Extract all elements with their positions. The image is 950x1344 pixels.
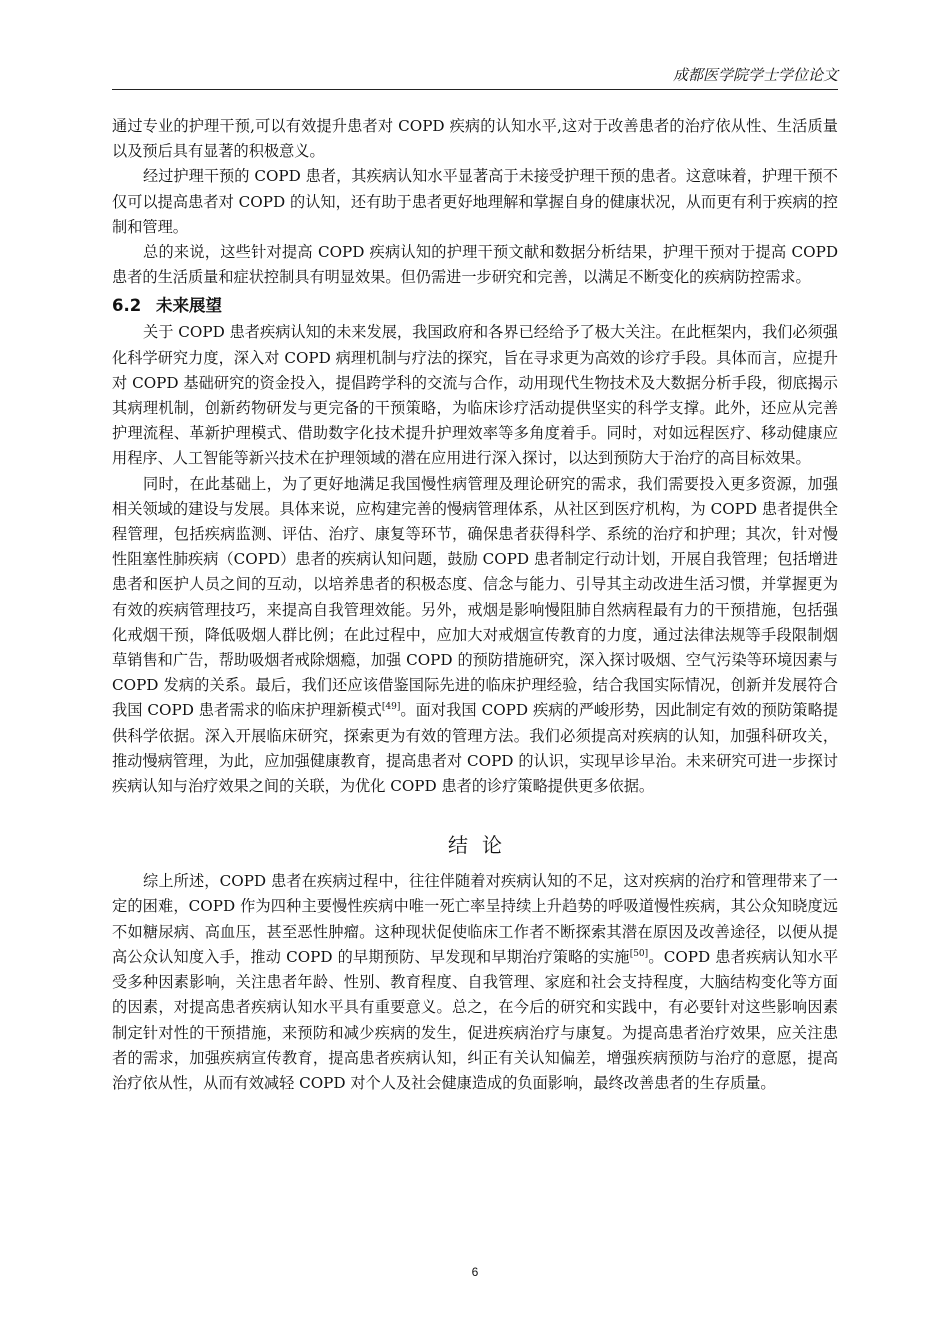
paragraph-1: 通过专业的护理干预,可以有效提升患者对 COPD 疾病的认知水平,这对于改善患者的治疗依从性、生活质量以及预后具有显著的积极意义。 xyxy=(112,117,838,161)
citation-49: [49] xyxy=(381,702,401,713)
page-number: 6 xyxy=(471,1265,479,1279)
paragraph-5: 同时，在此基础上，为了更好地满足我国慢性病管理及理论研究的需求，我们需要投入更多资源，加强相关领域的建设与发展。具体来说，应构建完善的慢病管理体系，从社区到医疗机构，为 COPD 患者提供全程管理，包括疾病监测、评估、治疗、康复等环节，确保患者获得科学、系统的治疗和护理；其次，针对慢性阻塞性肺疾病（COPD）患者的疾病认知问题，鼓励 COPD 患者制定行动计划，开展自我管理；包括增进患者和医护人员之间的互动，以培养患者的积极态度、信念与能力、引导其主动改进生活习惯，并掌握更为有效的疾病管理技巧，来提高自我管理效能。另外，戒烟是影响慢阻肺自然病程最有力的干预措施，包括强化戒烟干预，降低吸烟人群比例；在此过程中，应加大对戒烟宣传教育的力度，通过法律法规等手段限制烟草销售和广告，帮助吸烟者戒除烟瘾，加强 COPD 的预防措施研究，深入探讨吸烟、空气污染等环境因素与 COPD 发病的关系。最后，我们还应该借鉴国际先进的临床护理经验，结合我国实际情况，创新并发展符合我国 COPD 患者需求的临床护理新模式[49]。面对我国 COPD 疾病的严峻形势，因此制定有效的预防策略提供科学依据。深入开展临床研究，探索更为有效的管理方法。我们必须提高对疾病的认知，加强科研攻关，推动慢病管理，为此，应加强健康教育，提高患者对 COPD 的认识，实现早诊早治。未来研究可进一步探讨疾病认知与治疗效果之间的关联，为优化 COPD 患者的诊疗策略提供更多依据。 xyxy=(112,474,839,796)
paragraph-4: 关于 COPD 患者疾病认知的未来发展，我国政府和各界已经给予了极大关注。在此框架内，我们必须强化科学研究力度，深入对 COPD 病理机制与疗法的探究，旨在寻求更为高效的诊疗手段。具体而言，应提升对 COPD 基础研究的资金投入，提倡跨学科的交流与合作，动用现代生物技术及大数据分析手段，彻底揭示其病理机制，创新药物研发与更完备的干预策略，为临床诊疗活动提供坚实的科学支撑。此外，还应从完善护理流程、革新护理模式、借助数字化技术提升护理效率等多角度着手。同时，对如远程医疗、移动健康应用程序、人工智能等新兴技术在护理领域的潜在应用进行深入探讨，以达到预防大于治疗的高目标效果。 xyxy=(112,323,838,468)
section-heading xyxy=(112,292,838,320)
chapter-title: 结论 xyxy=(448,833,516,858)
citation-50: [50] xyxy=(629,948,649,959)
section-number: 6.2 xyxy=(112,296,142,316)
page-body xyxy=(112,114,838,1096)
section-title: 未来展望 xyxy=(156,296,222,316)
running-header: 成都医学院学士学位论文 xyxy=(672,66,838,84)
paragraph-3: 总的来说，这些针对提高 COPD 疾病认知的护理干预文献和数据分析结果，护理干预对于提高 COPD 患者的生活质量和症状控制具有明显效果。但仍需进一步研究和完善，以满足不断变化的疾病防控需求。 xyxy=(112,243,838,287)
paragraph-2: 经过护理干预的 COPD 患者，其疾病认知水平显著高于未接受护理干预的患者。这意味着，护理干预不仅可以提高患者对 COPD 的认知，还有助于患者更好地理解和掌握自身的健康状况，从而更有利于疾病的控制和管理。 xyxy=(112,167,838,236)
paragraph-6: 综上所述，COPD 患者在疾病过程中，往往伴随着对疾病认知的不足，这对疾病的治疗和管理带来了一定的困难，COPD 作为四种主要慢性疾病中唯一死亡率呈持续上升趋势的呼吸道慢性疾病，其公众知晓度远不如糖尿病、高血压，甚至恶性肿瘤。这种现状促使临床工作者不断探索其潜在原因及改善途径，以便从提高公众认知度入手，推动 COPD 的早期预防、早发现和早期治疗策略的实施[50]。COPD 患者疾病认知水平受多种因素影响，关注患者年龄、性别、教育程度、自我管理、家庭和社会支持程度，大脑结构变化等方面的因素，对提高患者疾病认知水平具有重要意义。总之，在今后的研究和实践中，有必要针对这些影响因素制定针对性的干预措施，来预防和减少疾病的发生，促进疾病治疗与康复。为提高患者治疗效果，应关注患者的需求，加强疾病宣传教育，提高患者疾病认知，纠正有关认知偏差，增强疾病预防与治疗的意愿，提高治疗依从性，从而有效减轻 COPD 对个人及社会健康造成的负面影响，最终改善患者的生存质量。 xyxy=(112,872,839,1092)
header-rule xyxy=(112,89,838,90)
